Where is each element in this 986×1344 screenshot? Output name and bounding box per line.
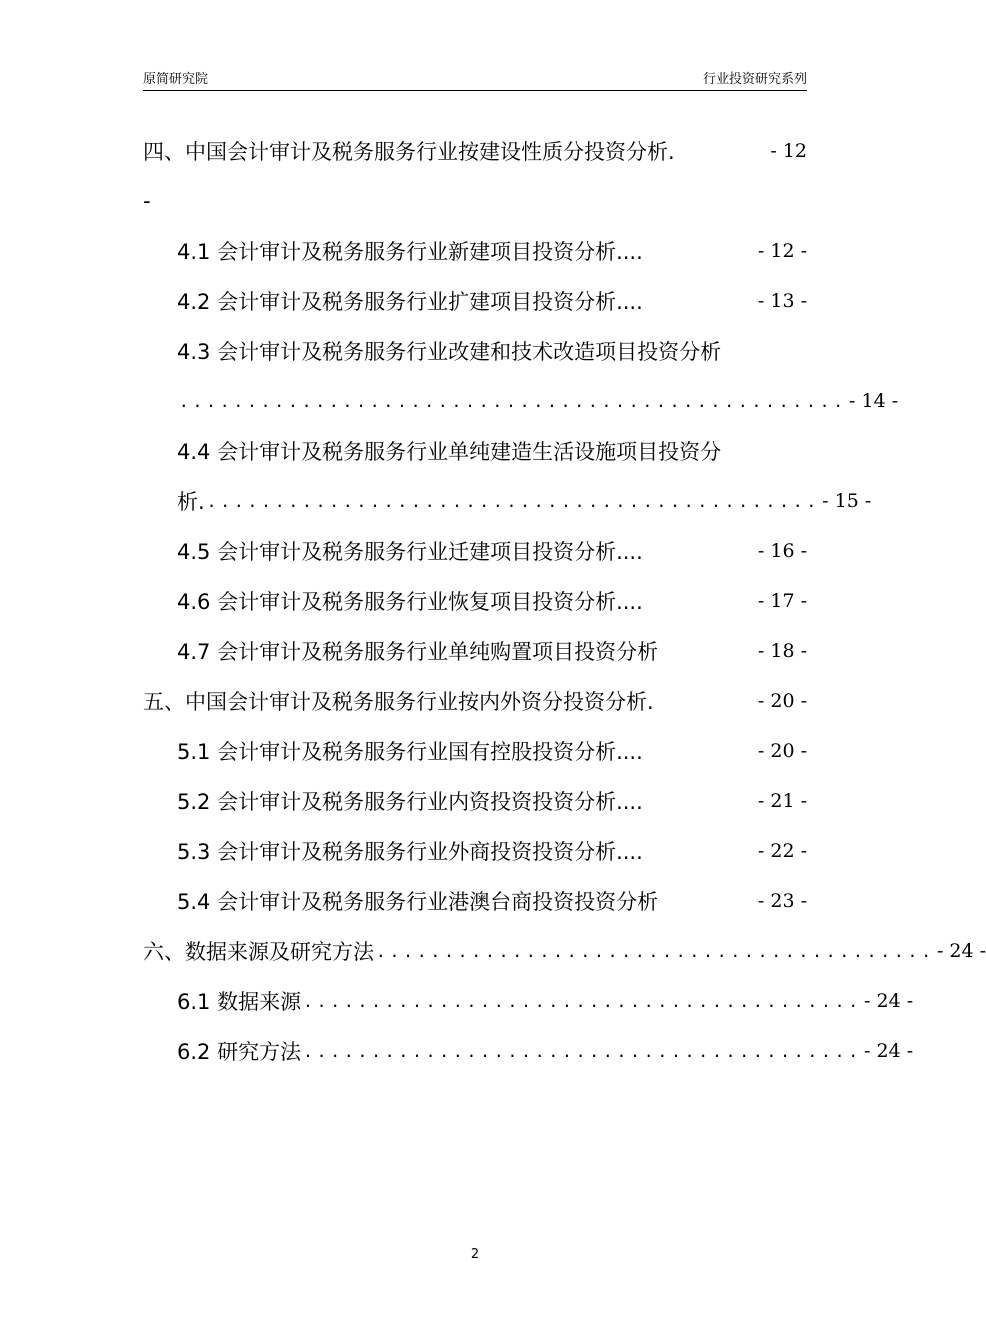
toc-entry-page: - 20 - xyxy=(757,740,807,762)
toc-entry-4-5[interactable] xyxy=(143,526,807,576)
toc-entry-title: 4.2 会计审计及税务服务行业扩建项目投资分析.... xyxy=(177,290,643,314)
toc-entry-page: - 12 xyxy=(770,140,807,162)
toc-entry-5-4[interactable] xyxy=(143,876,807,926)
toc-entry-title: 4.5 会计审计及税务服务行业迁建项目投资分析.... xyxy=(177,540,643,564)
toc-entry-title: 4.6 会计审计及税务服务行业恢复项目投资分析.... xyxy=(177,590,643,614)
toc-entry-6-1[interactable] xyxy=(143,976,914,1026)
toc-entry-4-6[interactable] xyxy=(143,576,807,626)
toc-entry-page: - 14 - xyxy=(849,390,899,412)
toc-entry-page: - 13 - xyxy=(757,290,807,312)
toc-entry-title: 5.3 会计审计及税务服务行业外商投资投资分析.... xyxy=(177,840,643,864)
toc-entry-4-1[interactable] xyxy=(143,226,807,276)
toc-dot-leader: ......................................... xyxy=(303,991,863,1011)
toc-dot-leader: ............................................. xyxy=(206,491,821,511)
toc-entry-page: - 23 - xyxy=(757,890,807,912)
toc-entry-5-1[interactable] xyxy=(143,726,807,776)
page-number: 2 xyxy=(470,1247,480,1262)
header-left-text: 原简研究院 xyxy=(143,72,209,87)
table-of-contents xyxy=(143,126,986,1076)
toc-entry-page: - 15 - xyxy=(822,490,872,512)
toc-entry-title: 四、中国会计审计及税务服务行业按建设性质分投资分析. xyxy=(143,140,675,164)
toc-entry-4-4[interactable] xyxy=(143,426,807,476)
toc-entry-page: - 20 - xyxy=(757,690,807,712)
toc-entry-4-4-leader[interactable] xyxy=(143,476,872,526)
toc-entry-title: 4.4 会计审计及税务服务行业单纯建造生活设施项目投资分 xyxy=(177,440,722,464)
toc-entry-title: - xyxy=(143,189,151,213)
toc-entry-4-7[interactable] xyxy=(143,626,807,676)
toc-entry-section-6[interactable] xyxy=(143,926,986,976)
toc-entry-section-5[interactable] xyxy=(143,676,807,726)
toc-entry-title: 4.3 会计审计及税务服务行业改建和技术改造项目投资分析 xyxy=(177,340,722,364)
toc-entry-page: - 16 - xyxy=(757,540,807,562)
toc-entry-title: 六、数据来源及研究方法 xyxy=(143,940,374,964)
toc-entry-page: - 24 - xyxy=(864,990,914,1012)
toc-entry-page: - 22 - xyxy=(757,840,807,862)
toc-entry-5-3[interactable] xyxy=(143,826,807,876)
header-right-text: 行业投资研究系列 xyxy=(702,72,807,87)
toc-entry-6-2[interactable] xyxy=(143,1026,914,1076)
toc-entry-page: - 18 - xyxy=(757,640,807,662)
toc-entry-page: - 17 - xyxy=(757,590,807,612)
toc-dot-leader: ......................................... xyxy=(376,941,935,961)
toc-entry-title: 6.1 数据来源 xyxy=(177,990,302,1014)
toc-entry-4-2[interactable] xyxy=(143,276,807,326)
toc-entry-title: 析. xyxy=(177,490,205,514)
toc-entry-4-3-leader[interactable] xyxy=(143,376,899,426)
toc-entry-title: 6.2 研究方法 xyxy=(177,1040,302,1064)
toc-entry-title: 4.7 会计审计及税务服务行业单纯购置项目投资分析 xyxy=(177,640,659,664)
toc-entry-title: 5.4 会计审计及税务服务行业港澳台商投资投资分析 xyxy=(177,890,659,914)
toc-entry-section-4[interactable] xyxy=(143,126,807,176)
toc-dot-leader: ......................................... xyxy=(303,1041,863,1061)
toc-entry-page: - 24 - xyxy=(864,1040,914,1062)
toc-dot-leader: ................................................. xyxy=(179,391,848,411)
toc-entry-title: 5.2 会计审计及税务服务行业内资投资投资分析.... xyxy=(177,790,643,814)
toc-entry-page: - 21 - xyxy=(757,790,807,812)
toc-entry-4-3[interactable] xyxy=(143,326,807,376)
toc-entry-page: - 24 - xyxy=(936,940,986,962)
toc-entry-continuation xyxy=(143,176,807,226)
toc-entry-title: 5.1 会计审计及税务服务行业国有控股投资分析.... xyxy=(177,740,643,764)
toc-entry-5-2[interactable] xyxy=(143,776,807,826)
page-header xyxy=(143,64,807,91)
toc-entry-title: 五、中国会计审计及税务服务行业按内外资分投资分析. xyxy=(143,690,654,714)
toc-entry-title: 4.1 会计审计及税务服务行业新建项目投资分析.... xyxy=(177,240,643,264)
toc-entry-page: - 12 - xyxy=(757,240,807,262)
